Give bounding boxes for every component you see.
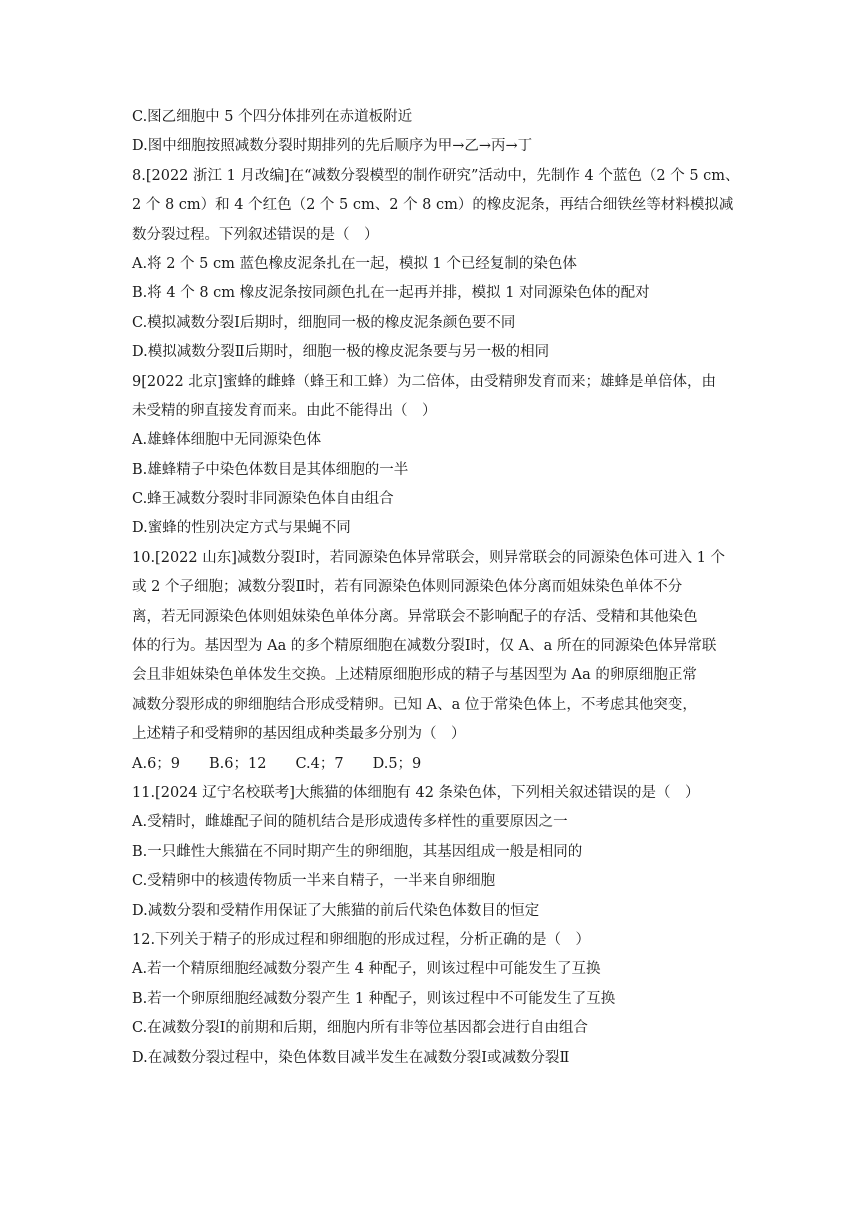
text-line: 体的行为。基因型为 Aa 的多个精原细胞在减数分裂Ⅰ时，仅 A、a 所在的同源染色体异常联	[132, 638, 717, 655]
question-10-options: A.6；9 B.6；12 C.4；7 D.5；9	[132, 755, 422, 772]
option-d: D.减数分裂和受精作用保证了大熊猫的前后代染色体数目的恒定	[132, 902, 540, 919]
text-line: 数分裂过程。下列叙述错误的是（ ）	[132, 226, 379, 243]
text-line: 会且非姐妹染色单体发生交换。上述精原细胞形成的精子与基因型为 Aa 的卵原细胞正常	[132, 667, 697, 684]
text-line: 上述精子和受精卵的基因组成种类最多分别为（ ）	[132, 726, 466, 743]
document-body	[132, 103, 740, 1073]
option-b: B.将 4 个 8 cm 橡皮泥条按同颜色扎在一起再并排，模拟 1 对同源染色体的配对	[132, 285, 650, 302]
option-c: C.受精卵中的核遗传物质一半来自精子，一半来自卵细胞	[132, 873, 496, 890]
text-line: 或 2 个子细胞；减数分裂Ⅱ时，若有同源染色体则同源染色体分离而姐妹染色单体不分	[132, 579, 683, 596]
question-11-stem: 11.[2024 辽宁名校联考]大熊猫的体细胞有 42 条染色体，下列相关叙述错误的是（ ）	[132, 784, 700, 801]
text-line: 减数分裂形成的卵细胞结合形成受精卵。已知 A、a 位于常染色体上，不考虑其他突变，	[132, 696, 697, 713]
option-c: C.在减数分裂Ⅰ的前期和后期，细胞内所有非等位基因都会进行自由组合	[132, 1020, 588, 1037]
option-d: D.模拟减数分裂Ⅱ后期时，细胞一极的橡皮泥条要与另一极的相同	[132, 344, 550, 361]
question-10-stem: 10.[2022 山东]减数分裂Ⅰ时，若同源染色体异常联会，则异常联会的同源染色体可进入 1 个	[132, 549, 726, 566]
option-a: A.雄蜂体细胞中无同源染色体	[132, 432, 322, 449]
option-a: A.将 2 个 5 cm 蓝色橡皮泥条扎在一起，模拟 1 个已经复制的染色体	[132, 255, 577, 272]
text-line: 未受精的卵直接发育而来。由此不能得出（ ）	[132, 402, 437, 419]
text-line: 2 个 8 cm）和 4 个红色（2 个 5 cm、2 个 8 cm）的橡皮泥条，再结合细铁丝等材料模拟减	[132, 197, 734, 214]
text-line: C.图乙细胞中 5 个四分体排列在赤道板附近	[132, 109, 413, 125]
option-d: D.蜜蜂的性别决定方式与果蝇不同	[132, 520, 351, 537]
option-b: B.一只雌性大熊猫在不同时期产生的卵细胞，其基因组成一般是相同的	[132, 843, 583, 860]
question-9-stem: 9[2022 北京]蜜蜂的雌蜂（蜂王和工蜂）为二倍体，由受精卵发育而来；雄蜂是单倍体，由	[132, 373, 717, 390]
text-line: 离，若无同源染色体则姐妹染色单体分离。异常联会不影响配子的存活、受精和其他染色	[132, 608, 698, 625]
option-b: B.若一个卵原细胞经减数分裂产生 1 种配子，则该过程中不可能发生了互换	[132, 990, 616, 1007]
option-a: A.受精时，雌雄配子间的随机结合是形成遗传多样性的重要原因之一	[132, 814, 568, 831]
question-12-stem: 12.下列关于精子的形成过程和卵细胞的形成过程，分析正确的是（ ）	[132, 931, 591, 948]
option-a: A.若一个精原细胞经减数分裂产生 4 种配子，则该过程中可能发生了互换	[132, 961, 601, 978]
text-line: D.图中细胞按照减数分裂时期排列的先后顺序为甲→乙→丙→丁	[132, 138, 533, 155]
option-c: C.模拟减数分裂Ⅰ后期时，细胞同一极的橡皮泥条颜色要不同	[132, 314, 516, 331]
option-c: C.蜂王减数分裂时非同源染色体自由组合	[132, 491, 394, 508]
option-d: D.在减数分裂过程中，染色体数目减半发生在减数分裂Ⅰ或减数分裂Ⅱ	[132, 1049, 570, 1066]
question-8-stem: 8.[2022 浙江 1 月改编]在“减数分裂模型的制作研究”活动中，先制作 4 个蓝色（2 个 5 cm、	[132, 167, 740, 184]
option-b: B.雄蜂精子中染色体数目是其体细胞的一半	[132, 461, 409, 478]
